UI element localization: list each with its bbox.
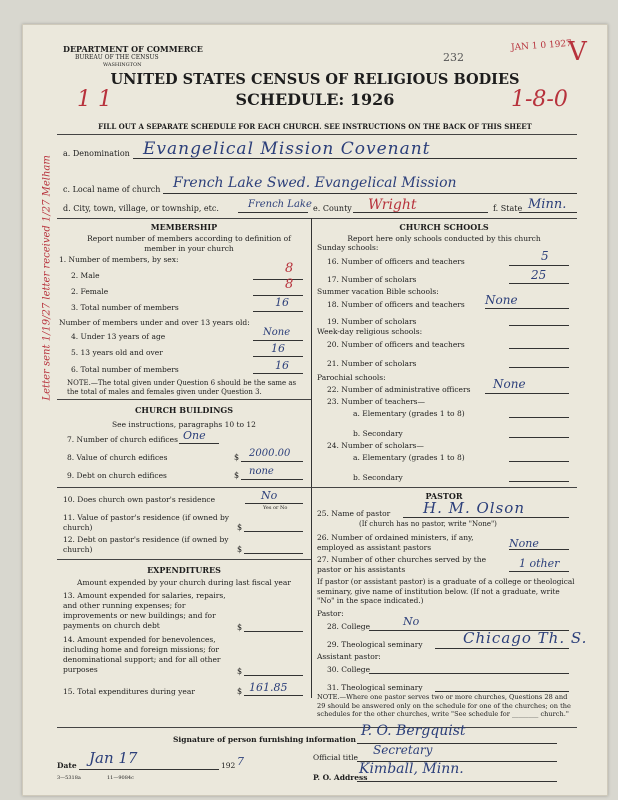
state-label: f. State bbox=[493, 204, 523, 213]
edifices-count-label: 7. Number of church edifices bbox=[67, 435, 178, 444]
yes-or-no-hint: Yes or No bbox=[263, 505, 288, 511]
margin-note: Letter sent 1/19/27 letter received 1/27 Melham bbox=[41, 155, 53, 401]
received-date-stamp: JAN 1 0 1927 bbox=[510, 38, 573, 54]
membership-intro: Report number of members according to definition of member in your church bbox=[87, 234, 291, 253]
summer-scholars-label: 19. Number of scholars bbox=[327, 317, 417, 326]
teachers-elementary-label: a. Elementary (grades 1 to 8) bbox=[353, 409, 465, 418]
male-value: 8 bbox=[285, 261, 294, 276]
residence-debt-label: 12. Debt on pastor's residence (if owned by church) bbox=[63, 535, 229, 554]
pastor-name-value: H. M. Olson bbox=[423, 499, 525, 517]
pastor-college-label: 28. College bbox=[327, 622, 371, 631]
total-members-label: 3. Total number of members bbox=[71, 303, 179, 312]
pastor-note: NOTE.—Where one pastor serves two or more churches, Questions 28 and 29 should be answered only on the schedule for one of the churches; on the schedules for the other churches, write "See schedule for ________ church." bbox=[317, 693, 571, 718]
schedule-title: SCHEDULE: 1926 bbox=[235, 90, 395, 109]
buildings-title: CHURCH BUILDINGS bbox=[135, 405, 233, 415]
expenditures-intro: Amount expended by your church during last fiscal year bbox=[77, 578, 291, 587]
buildings-intro: See instructions, paragraphs 10 to 12 bbox=[112, 420, 256, 429]
date-value: Jan 17 bbox=[89, 749, 138, 767]
address-label: P. O. Address bbox=[313, 773, 368, 782]
summer-officers-value: None bbox=[485, 293, 518, 307]
city-town-value: French Lake bbox=[248, 199, 312, 210]
edifices-value-label: 8. Value of church edifices bbox=[67, 453, 168, 462]
form-title: UNITED STATES CENSUS OF RELIGIOUS BODIES bbox=[110, 71, 520, 88]
denomination-label: a. Denomination bbox=[63, 149, 130, 158]
other-churches-value: 1 other bbox=[519, 557, 560, 570]
total-expenditures-label: 15. Total expenditures during year bbox=[63, 687, 195, 696]
administrative-officers-label: 22. Number of administrative officers bbox=[327, 385, 471, 394]
male-label: 2. Male bbox=[71, 271, 100, 280]
edifices-debt-value: none bbox=[249, 466, 274, 477]
city-label: WASHINGTON bbox=[103, 62, 142, 68]
assistant-college-label: 30. College bbox=[327, 665, 371, 674]
form-code-2: 11—9084c bbox=[107, 775, 134, 781]
local-name-value: French Lake Swed. Evangelical Mission bbox=[173, 175, 457, 191]
running-expenses-label: 13. Amount expended for salaries, repairs, and other running expenses; for improvements or new buildings; and for payments on church debt bbox=[63, 591, 226, 630]
scholars-secondary-label: b. Secondary bbox=[353, 473, 403, 482]
running-expenses-dollar: $ bbox=[237, 623, 243, 632]
female-value: 8 bbox=[285, 277, 294, 292]
year-value: 7 bbox=[237, 755, 244, 768]
county-value: Wright bbox=[368, 197, 417, 213]
teachers-label: 23. Number of teachers— bbox=[327, 397, 426, 406]
weekday-schools-label: Week-day religious schools: bbox=[317, 327, 423, 336]
edifices-count-value: One bbox=[183, 429, 206, 442]
weekday-officers-label: 20. Number of officers and teachers bbox=[327, 340, 465, 349]
instructions-line: FILL OUT A SEPARATE SCHEDULE FOR EACH CHURCH. SEE INSTRUCTIONS ON THE BACK OF THIS SHEET bbox=[98, 122, 532, 131]
teachers-secondary-label: b. Secondary bbox=[353, 429, 403, 438]
check-mark: V bbox=[568, 37, 587, 67]
ordained-ministers-value: None bbox=[509, 537, 539, 550]
sunday-scholars-value: 25 bbox=[531, 268, 547, 282]
total-members-value: 16 bbox=[275, 296, 289, 309]
sunday-officers-label: 16. Number of officers and teachers bbox=[327, 257, 465, 266]
scholars-label: 24. Number of scholars— bbox=[327, 441, 424, 450]
total-members-6-label: 6. Total number of members bbox=[71, 365, 179, 374]
assistant-pastor-subhead: Assistant pastor: bbox=[317, 652, 381, 661]
pastor-subhead: Pastor: bbox=[317, 609, 344, 618]
sunday-schools-label: Sunday schools: bbox=[317, 243, 379, 252]
signature-value: P. O. Bergquist bbox=[361, 723, 466, 739]
official-title-label: Official title bbox=[313, 753, 358, 762]
signature-label: Signature of person furnishing information bbox=[173, 735, 356, 744]
ordained-ministers-label: 26. Number of ordained ministers, if any, employed as assistant pastors bbox=[317, 533, 474, 552]
parochial-schools-label: Parochial schools: bbox=[317, 373, 386, 382]
other-churches-label: 27. Number of other churches served by the pastor or his assistants bbox=[317, 555, 487, 574]
owns-residence-label: 10. Does church own pastor's residence bbox=[63, 495, 216, 504]
pastor-name-label: 25. Name of pastor bbox=[317, 509, 391, 518]
pastor-seminary-value: Chicago Th. S. bbox=[463, 629, 588, 647]
form-code: 3—5318a bbox=[57, 775, 81, 781]
benevolences-label: 14. Amount expended for benevolences, including home and foreign missions; for denominational support; and for all other purposes bbox=[63, 635, 221, 674]
weekday-scholars-label: 21. Number of scholars bbox=[327, 359, 417, 368]
state-value: Minn. bbox=[528, 197, 567, 212]
over-13-label: 5. 13 years old and over bbox=[71, 348, 163, 357]
members-age-label: Number of members under and over 13 years old: bbox=[59, 318, 250, 327]
address-value: Kimball, Minn. bbox=[359, 761, 464, 777]
edifices-debt-dollar: $ bbox=[234, 471, 240, 480]
summer-officers-label: 18. Number of officers and teachers bbox=[327, 300, 465, 309]
expenditures-title: EXPENDITURES bbox=[147, 565, 221, 575]
pastor-college-value: No bbox=[403, 615, 420, 628]
pastor-seminary-label: 29. Theological seminary bbox=[327, 640, 423, 649]
denomination-value: Evangelical Mission Covenant bbox=[143, 139, 431, 159]
census-schedule-sheet bbox=[22, 24, 608, 796]
total-expenditures-value: 161.85 bbox=[249, 681, 288, 694]
local-name-label: c. Local name of church bbox=[63, 185, 161, 194]
edifices-value-dollar: $ bbox=[234, 453, 240, 462]
under-13-label: 4. Under 13 years of age bbox=[71, 332, 166, 341]
administrative-officers-value: None bbox=[493, 377, 526, 391]
benevolences-dollar: $ bbox=[237, 667, 243, 676]
schools-title: CHURCH SCHOOLS bbox=[399, 222, 489, 232]
pastor-name-hint: (If church has no pastor, write "None") bbox=[359, 520, 497, 528]
owns-residence-value: No bbox=[261, 489, 278, 502]
under-13-value: None bbox=[263, 327, 291, 338]
official-title-value: Secretary bbox=[373, 743, 433, 757]
bureau-label: BUREAU OF THE CENSUS bbox=[75, 54, 159, 61]
stamp-number: 232 bbox=[443, 51, 464, 64]
total-expenditures-dollar: $ bbox=[237, 687, 243, 696]
over-13-value: 16 bbox=[271, 342, 285, 355]
city-town-label: d. City, town, village, or township, etc. bbox=[63, 204, 219, 213]
assistant-seminary-label: 31. Theological seminary bbox=[327, 683, 423, 692]
edifices-value-value: 2000.00 bbox=[249, 448, 291, 459]
female-label: 2. Female bbox=[71, 287, 109, 296]
membership-title: MEMBERSHIP bbox=[150, 222, 218, 232]
scholars-elementary-label: a. Elementary (grades 1 to 8) bbox=[353, 453, 465, 462]
edifices-debt-label: 9. Debt on church edifices bbox=[67, 471, 167, 480]
membership-note: NOTE.—The total given under Question 6 should be the same as the total of males and females given under Question 3. bbox=[67, 379, 297, 396]
department-label: DEPARTMENT OF COMMERCE bbox=[63, 44, 203, 54]
schools-intro: Report here only schools conducted by this church bbox=[347, 234, 541, 243]
total-members-6-value: 16 bbox=[275, 359, 289, 372]
sunday-officers-value: 5 bbox=[541, 249, 549, 263]
date-label: Date bbox=[57, 761, 77, 770]
residence-debt-dollar: $ bbox=[237, 545, 243, 554]
year-prefix: 192 bbox=[221, 761, 236, 770]
pastor-title: PASTOR bbox=[425, 491, 463, 501]
graduate-instructions: If pastor (or assistant pastor) is a graduate of a college or theological seminary, give name of institution below. (If not a graduate, write "No" in the space indicated.) bbox=[317, 577, 575, 605]
red-mark-left: 1 1 bbox=[77, 87, 112, 112]
members-by-sex-label: 1. Number of members, by sex: bbox=[59, 255, 179, 264]
sunday-scholars-label: 17. Number of scholars bbox=[327, 275, 417, 284]
residence-value-dollar: $ bbox=[237, 523, 243, 532]
residence-value-label: 11. Value of pastor's residence (if owned by church) bbox=[63, 513, 230, 532]
summer-schools-label: Summer vacation Bible schools: bbox=[317, 287, 439, 296]
county-label: e. County bbox=[313, 204, 352, 213]
red-mark-right: 1-8-0 bbox=[511, 87, 568, 112]
